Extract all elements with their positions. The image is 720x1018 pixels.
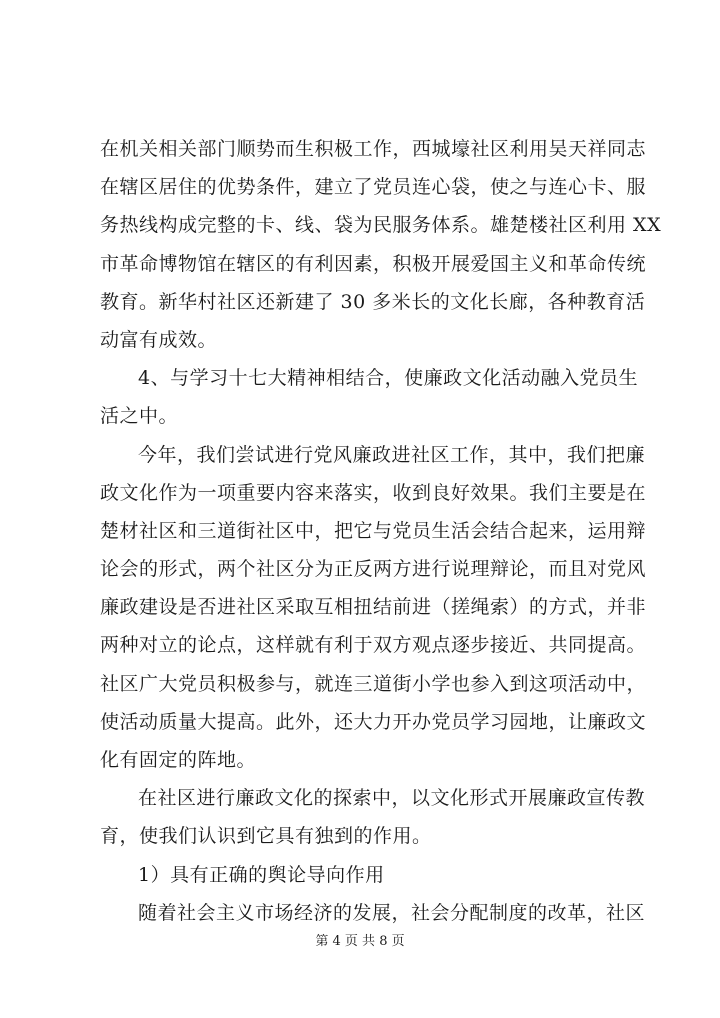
text-line-20: 1）具有正确的舆论导向作用 [138,863,385,886]
text-line-19: 育，使我们认识到它具有独到的作用。 [100,825,432,848]
text-line-13: 廉政建设是否进社区采取互相扭结前进（搓绳索）的方式，并非 [100,596,647,619]
text-line-11: 楚材社区和三道街社区中，把它与党员生活会结合起来，运用辩 [100,519,647,542]
text-line-17: 化有固定的阵地。 [100,749,257,771]
body-text [100,130,662,932]
page-footer: 第 4 页 共 8 页 [315,934,405,949]
text-line-14: 两种对立的论点，这样就有利于双方观点逐步接近、共同提高。 [100,634,647,657]
text-line-18: 在社区进行廉政文化的探索中，以文化形式开展廉政宣传教 [138,787,646,810]
text-line-2: 在辖区居住的优势条件，建立了党员连心袋，使之与连心卡、服 [100,176,647,199]
text-line-21: 随着社会主义市场经济的发展，社会分配制度的改革，社区 [138,901,646,924]
text-line-5: 教育。新华村社区还新建了 30 多米长的文化长廊，各种教育活 [100,290,646,313]
text-line-1: 在机关相关部门顺势而生积极工作，西城壕社区利用吴天祥同志 [100,138,647,160]
text-line-7: 4、与学习十七大精神相结合，使廉政文化活动融入党员生 [138,367,639,390]
text-line-3: 务热线构成完整的卡、线、袋为民服务体系。雄楚楼社区利用 XX [100,214,662,237]
text-line-8: 活之中。 [100,405,179,428]
text-line-10: 政文化作为一项重要内容来落实，收到良好效果。我们主要是在 [100,481,647,504]
text-line-9: 今年，我们尝试进行党风廉政进社区工作，其中，我们把廉 [138,443,646,466]
text-line-12: 论会的形式，两个社区分为正反两方进行说理辩论，而且对党风 [100,558,647,581]
text-line-15: 社区广大党员积极参与，就连三道街小学也参入到这项活动中， [100,672,647,695]
text-line-4: 市革命博物馆在辖区的有利因素，积极开展爱国主义和革命传统 [100,252,647,275]
text-line-6: 动富有成效。 [100,328,218,351]
text-line-16: 使活动质量大提高。此外，还大力开办党员学习园地，让廉政文 [100,710,647,733]
